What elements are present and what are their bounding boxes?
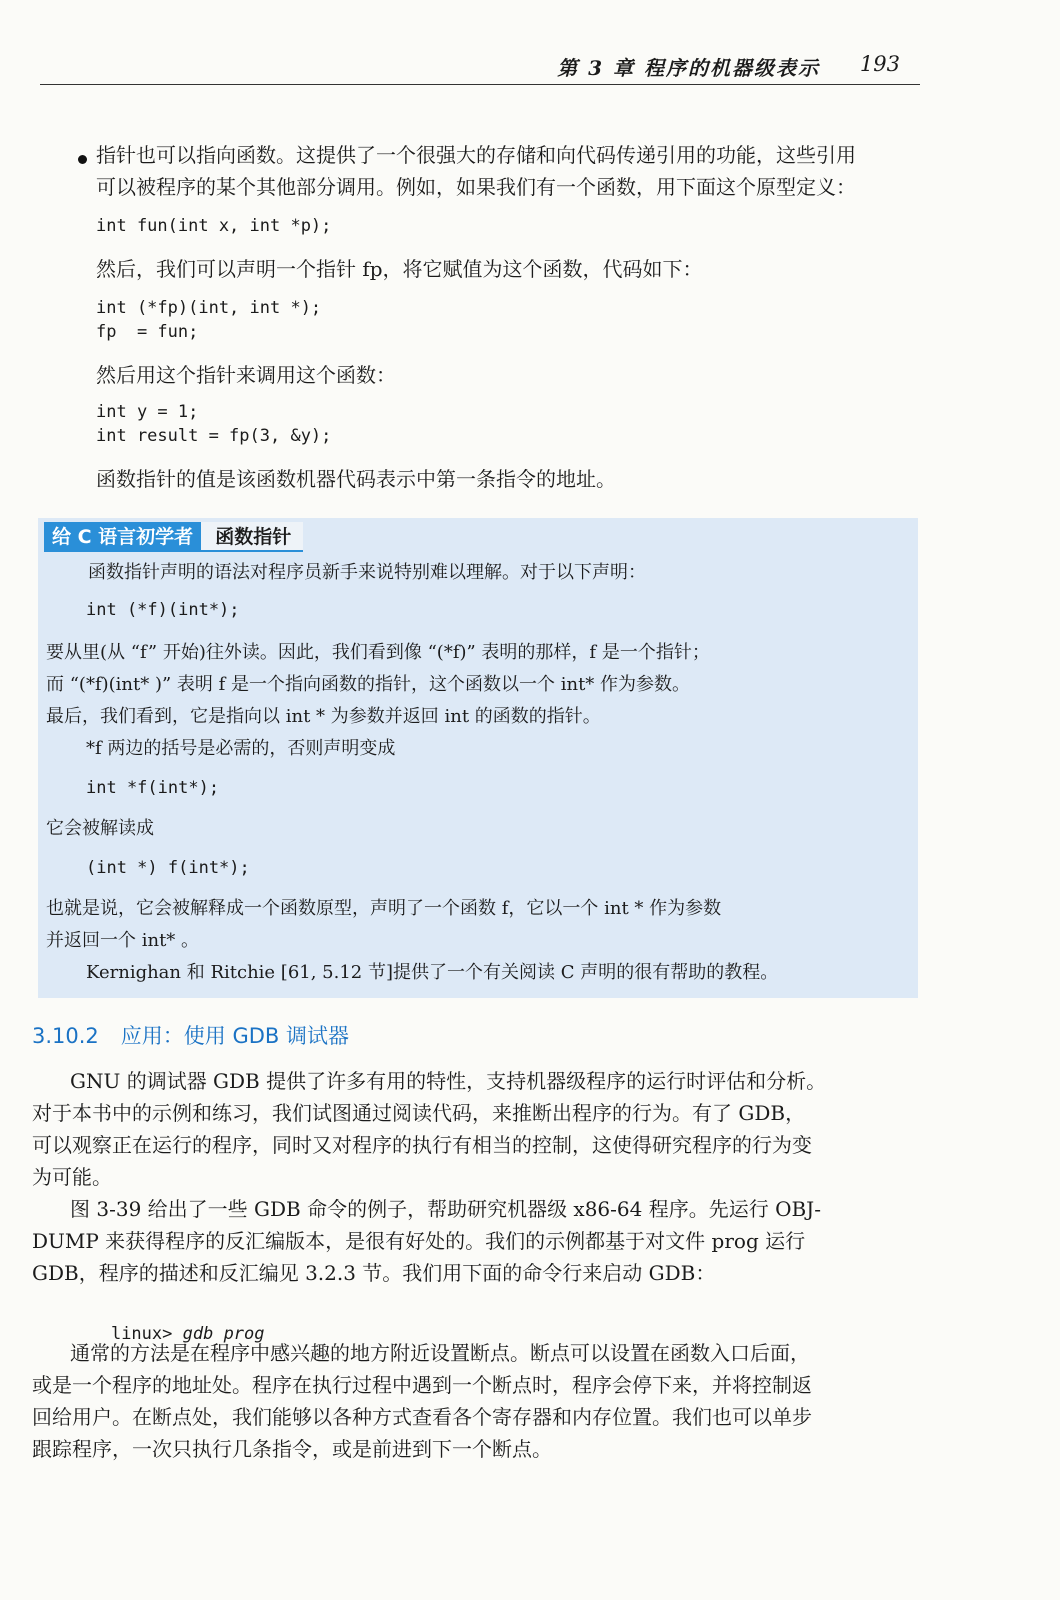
body-p2-line-2: DUMP 来获得程序的反汇编版本，是很有好处的。我们的示例都基于对文件 prog 运行 [32, 1229, 806, 1253]
body-p1-line-1: GNU 的调试器 GDB 提供了许多有用的特性，支持机器级程序的运行时评估和分析。 [70, 1069, 827, 1093]
body-p1-line-2: 对于本书中的示例和练习，我们试图通过阅读代码，来推断出程序的行为。有了 GDB， [32, 1101, 806, 1125]
bullet-intro-line-1: 指针也可以指向函数。这提供了一个很强大的存储和向代码传递引用的功能，这些引用 [96, 143, 856, 167]
aside-code-1: int (*f)(int*); [86, 600, 240, 620]
body-p3-line-3: 回给用户。在断点处，我们能够以各种方式查看各个寄存器和内存位置。我们也可以单步 [32, 1405, 812, 1429]
aside-code-2: int *f(int*); [86, 778, 220, 798]
section-number: 3.10.2 [32, 1024, 99, 1048]
section-title: 应用：使用 GDB 调试器 [120, 1024, 349, 1048]
aside-line-6: 它会被解读成 [46, 818, 154, 839]
bullet-icon [78, 155, 87, 164]
body-p1-line-3: 可以观察正在运行的程序，同时又对程序的执行有相当的控制，这使得研究程序的行为变 [32, 1133, 812, 1157]
aside-box [38, 518, 918, 998]
aside-tag-label: 给 C 语言初学者 [44, 522, 201, 552]
body-p3-line-1: 通常的方法是在程序中感兴趣的地方附近设置断点。断点可以设置在函数入口后面， [70, 1341, 810, 1365]
running-header [40, 50, 920, 85]
bullet-then-line: 然后，我们可以声明一个指针 fp，将它赋值为这个函数，代码如下： [96, 257, 703, 281]
body-p3-line-4: 跟踪程序，一次只执行几条指令，或是前进到下一个断点。 [32, 1437, 552, 1461]
body-p2-line-1: 图 3-39 给出了一些 GDB 命令的例子，帮助研究机器级 x86-64 程序。先运行 OBJ- [70, 1197, 821, 1221]
code-int-y: int y = 1; [96, 402, 199, 422]
body-p2-line-3: GDB，程序的描述和反汇编见 3.2.3 节。我们用下面的命令行来启动 GDB： [32, 1261, 716, 1285]
aside-line-4: 最后，我们看到，它是指向以 int * 为参数并返回 int 的函数的指针。 [46, 706, 601, 727]
command-text: gdb prog [182, 1324, 265, 1344]
body-p1-line-4: 为可能。 [32, 1165, 112, 1189]
code-result-call: int result = fp(3, &y); [96, 426, 332, 446]
page-number: 193 [859, 52, 900, 76]
command-prompt: linux> [110, 1324, 173, 1344]
code-fp-assignment: fp = fun; [96, 322, 199, 342]
aside-line-1: 函数指针声明的语法对程序员新手来说特别难以理解。对于以下声明： [88, 562, 646, 583]
aside-line-9: Kernighan 和 Ritchie [61, 5.12 节]提供了一个有关阅读 C 声明的很有帮助的教程。 [86, 962, 779, 983]
code-fun-prototype: int fun(int x, int *p); [96, 216, 332, 236]
section-heading [32, 1020, 349, 1050]
aside-line-8: 并返回一个 int* 。 [46, 930, 200, 951]
aside-tag [44, 522, 303, 552]
aside-line-5: *f 两边的括号是必需的，否则声明变成 [86, 738, 396, 759]
chapter-title: 第 3 章 程序的机器级表示 [557, 56, 820, 80]
code-fp-declaration: int (*fp)(int, int *); [96, 298, 322, 318]
aside-tag-title: 函数指针 [201, 522, 303, 552]
bullet-intro-line-2: 可以被程序的某个其他部分调用。例如，如果我们有一个函数，用下面这个原型定义： [96, 175, 856, 199]
aside-line-3: 而 “(*f)(int* )” 表明 f 是一个指向函数的指针，这个函数以一个 int* 作为参数。 [46, 674, 691, 695]
aside-line-2: 要从里(从 “f” 开始)往外读。因此，我们看到像 “(*f)” 表明的那样，f 是一个指针； [46, 642, 710, 663]
body-p3-line-2: 或是一个程序的地址处。程序在执行过程中遇到一个断点时，程序会停下来，并将控制返 [32, 1373, 812, 1397]
bullet-call-line: 然后用这个指针来调用这个函数： [96, 363, 396, 387]
aside-code-3: (int *) f(int*); [86, 858, 250, 878]
bullet-value-line: 函数指针的值是该函数机器代码表示中第一条指令的地址。 [96, 467, 616, 491]
aside-line-7: 也就是说，它会被解释成一个函数原型，声明了一个函数 f，它以一个 int * 作为参数 [46, 898, 722, 919]
